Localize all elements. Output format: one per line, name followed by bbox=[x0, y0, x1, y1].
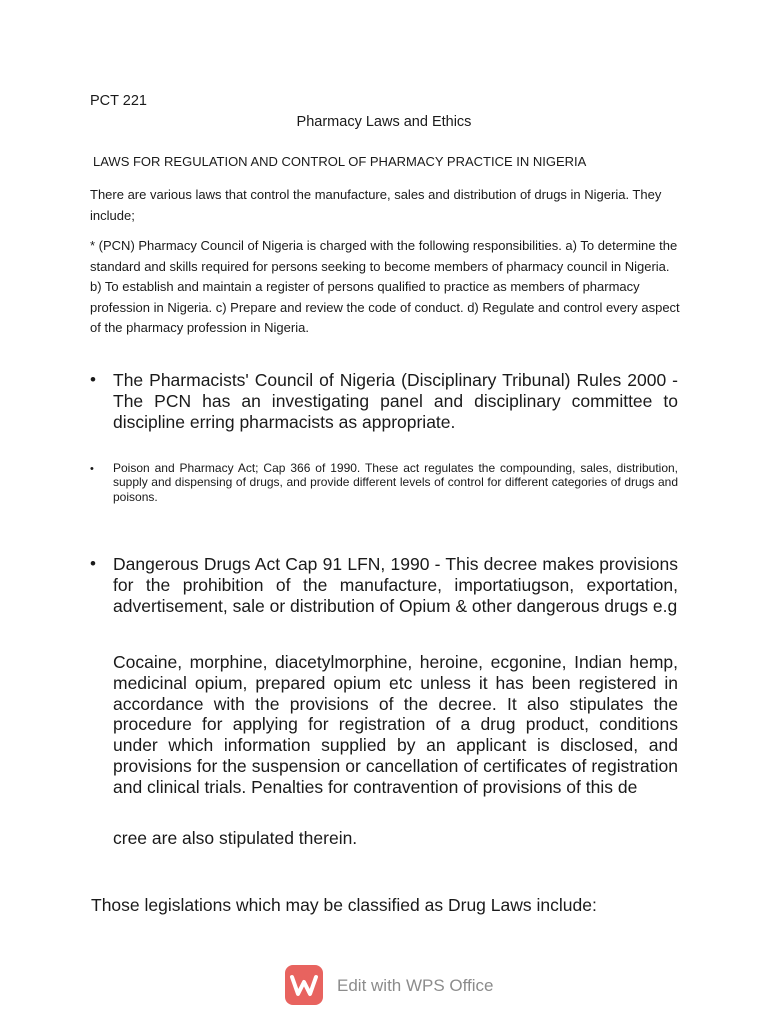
bullet-text: Dangerous Drugs Act Cap 91 LFN, 1990 - This decree makes provisions for the prohibition of the manufacture, importatiugson, exportation, advertisement, sale or distribution of Opium & other dangerous drugs e.g bbox=[113, 554, 678, 616]
pcn-paragraph: * (PCN) Pharmacy Council of Nigeria is charged with the following responsibilities. a) To determine the standard and skills required for persons seeking to become members of pharmacy council in Nigeria. b) To establish and maintain a register of persons qualified to practice as members of pharmacy profession in Nigeria. c) Prepare and review the code of conduct. d) Regulate and control every aspect of the pharmacy profession in Nigeria. bbox=[90, 238, 680, 335]
edit-with-wps-button[interactable] bbox=[285, 965, 505, 1007]
section-heading: LAWS FOR REGULATION AND CONTROL OF PHARMACY PRACTICE IN NIGERIA bbox=[93, 154, 587, 169]
wps-logo-icon bbox=[285, 965, 323, 1005]
continuation-paragraph: Cocaine, morphine, diacetylmorphine, heroine, ecgonine, Indian hemp, medicinal opium, prepared opium etc unless it has been registered in accordance with the provisions of the decree. It also stipulates the procedure for applying for registration of a drug product, conditions under which information supplied by an applicant is disclosed, and provisions for the suspension or cancellation of certificates of registration and clinical trials. Penalties for contravention of provisions of this de bbox=[113, 652, 678, 797]
wps-label: Edit with WPS Office bbox=[337, 976, 494, 995]
course-code: PCT 221 bbox=[90, 93, 147, 109]
document-title: Pharmacy Laws and Ethics bbox=[296, 114, 472, 130]
bullet-icon: • bbox=[90, 554, 96, 573]
bullet-text: The Pharmacists' Council of Nigeria (Disciplinary Tribunal) Rules 2000 - The PCN has an investigating panel and disciplinary committee to discipline erring pharmacists as appropriate. bbox=[113, 370, 678, 432]
legislations-heading: Those legislations which may be classified as Drug Laws include: bbox=[91, 895, 597, 915]
bullet-icon: • bbox=[90, 370, 96, 389]
intro-paragraph: There are various laws that control the manufacture, sales and distribution of drugs in Nigeria. They include; bbox=[90, 187, 662, 223]
continuation-paragraph-end: cree are also stipulated therein. bbox=[113, 828, 358, 848]
bullet-icon: • bbox=[90, 463, 94, 475]
bullet-text: Poison and Pharmacy Act; Cap 366 of 1990. These act regulates the compounding, sales, distribution, supply and dispensing of drugs, and provide different levels of control for different categories of drugs and poisons. bbox=[113, 461, 678, 504]
